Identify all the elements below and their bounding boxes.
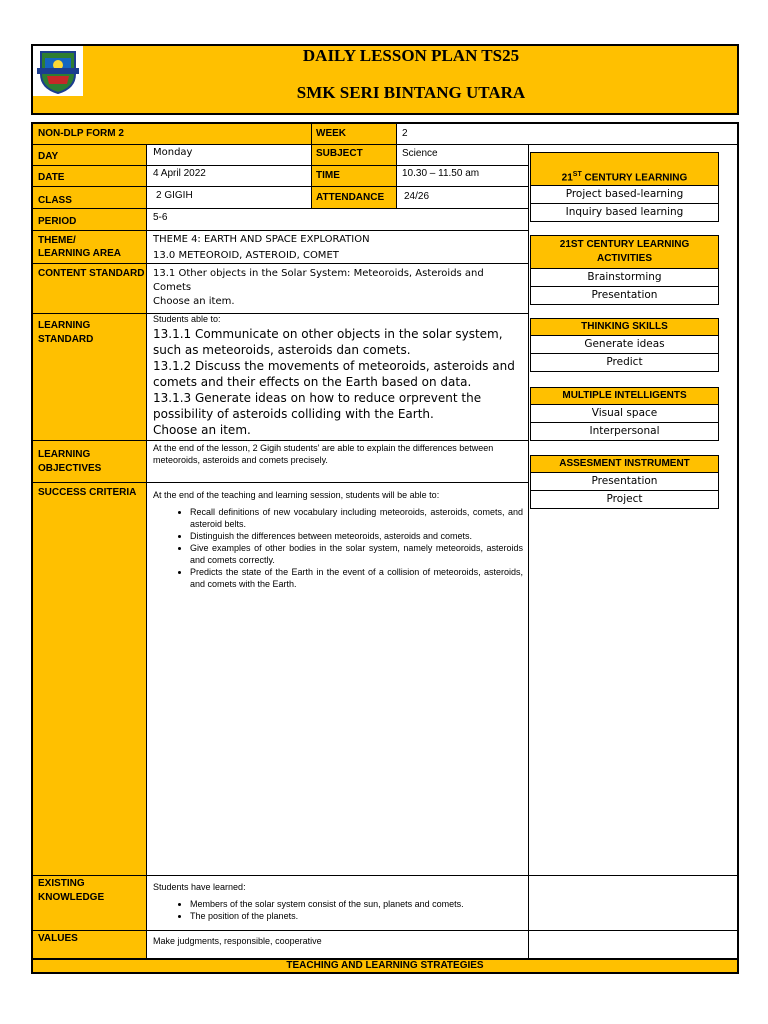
century-learning-title: 21ST CENTURY LEARNING	[531, 153, 718, 185]
date-value: 4 April 2022	[153, 168, 206, 179]
thinking-skills-box	[530, 318, 719, 372]
attendance-label: ATTENDANCE	[316, 192, 385, 203]
assessment-title: ASSESMENT INSTRUMENT	[531, 456, 718, 472]
week-label: WEEK	[316, 128, 346, 139]
century-activities-box	[530, 235, 719, 305]
period-value: 5-6	[153, 212, 168, 223]
class-value: 2 GIGIH	[156, 190, 193, 201]
multiple-intelligence-title: MULTIPLE INTELLIGENTS	[531, 388, 718, 404]
subject-label: SUBJECT	[316, 148, 363, 159]
existing-knowledge-label-line1: EXISTING	[38, 878, 85, 889]
week-value: 2	[402, 128, 408, 139]
existing-knowledge-item: • The position of the planets.	[190, 910, 523, 922]
multiple-intelligence-item: Interpersonal	[531, 422, 718, 440]
learning-standard-item: 13.1.2 Discuss the movements of meteoroids, asteroids and comets and their effects on the Earth based on data.	[153, 359, 515, 389]
thinking-skills-item: Generate ideas	[531, 335, 718, 353]
success-criteria-label: SUCCESS CRITERIA	[38, 487, 137, 498]
century-activities-title: 21ST CENTURY LEARNING ACTIVITIES	[531, 236, 718, 268]
content-standard-text: 13.1 Other objects in the Solar System: Meteoroids, Asteroids and Comets	[153, 268, 484, 293]
assessment-box	[530, 455, 719, 509]
success-criteria-list	[168, 506, 523, 590]
learning-standard-list	[153, 326, 523, 438]
theme-line2: 13.0 METEOROID, ASTEROID, COMET	[153, 250, 339, 261]
assessment-item: Project	[531, 490, 718, 508]
period-label: PERIOD	[38, 216, 77, 227]
content-standard-choose: Choose an item.	[153, 296, 235, 307]
date-label: DATE	[38, 172, 65, 183]
existing-knowledge-label-line2: KNOWLEDGE	[38, 892, 105, 903]
century-activities-item: Presentation	[531, 286, 718, 304]
theme-line1: THEME 4: EARTH AND SPACE EXPLORATION	[153, 234, 370, 245]
objectives-label-line2: OBJECTIVES	[38, 463, 102, 474]
existing-knowledge-intro: Students have learned:	[153, 882, 246, 892]
objectives-label-line1: LEARNING	[38, 449, 91, 460]
form-label: NON-DLP FORM 2	[38, 128, 124, 139]
century-learning-item: Project based-learning	[531, 185, 718, 203]
theme-label-line1: THEME/	[38, 235, 76, 246]
thinking-skills-item: Predict	[531, 353, 718, 371]
assessment-item: Presentation	[531, 472, 718, 490]
century-learning-box	[530, 152, 719, 222]
day-label: DAY	[38, 151, 59, 162]
multiple-intelligence-item: Visual space	[531, 404, 718, 422]
theme-label-line2: LEARNING AREA	[38, 248, 121, 259]
school-name: SMK SERI BINTANG UTARA	[296, 83, 526, 102]
content-standard-label: CONTENT STANDARD	[38, 268, 145, 279]
time-label: TIME	[316, 170, 340, 181]
learning-standard-label-line1: LEARNING	[38, 320, 91, 331]
learning-standard-label-line2: STANDARD	[38, 334, 94, 345]
plan-title: DAILY LESSON PLAN TS25	[302, 46, 520, 65]
subject-value: Science	[402, 148, 438, 159]
attendance-value: 24/26	[404, 191, 430, 202]
values-text: Make judgments, responsible, cooperative	[153, 936, 322, 946]
day-value: Monday	[153, 147, 193, 158]
learning-standard-choose: Choose an item.	[153, 423, 251, 437]
learning-standard-item: 13.1.1 Communicate on other objects in the solar system, such as meteoroids, asteroids dan comets.	[153, 327, 503, 357]
success-criteria-item: • Give examples of other bodies in the solar system, namely meteoroids, asteroids and comets correctly.	[190, 542, 523, 566]
time-value: 10.30 – 11.50 am	[402, 168, 480, 179]
school-logo	[33, 46, 83, 96]
success-criteria-intro: At the end of the teaching and learning session, students will be able to:	[153, 490, 440, 500]
class-label: CLASS	[38, 195, 72, 206]
success-criteria-item: • Recall definitions of new vocabulary including meteoroids, asteroids, comets, and asteroid belts.	[190, 506, 523, 530]
objectives-text: At the end of the lesson, 2 Gigih students' are able to explain the differences between meteoroids, asteroids and comets precisely.	[153, 443, 494, 465]
existing-knowledge-list	[168, 898, 523, 922]
existing-knowledge-item: • Members of the solar system consist of the sun, planets and comets.	[190, 898, 523, 910]
learning-standard-item: 13.1.3 Generate ideas on how to reduce orprevent the possibility of asteroids colliding with the Earth.	[153, 391, 482, 421]
values-label: VALUES	[38, 933, 78, 944]
learning-standard-intro: Students able to:	[153, 314, 221, 324]
thinking-skills-title: THINKING SKILLS	[531, 319, 718, 335]
teaching-strategies-bar: TEACHING AND LEARNING STRATEGIES	[31, 958, 739, 974]
century-learning-item: Inquiry based learning	[531, 203, 718, 221]
multiple-intelligence-box	[530, 387, 719, 441]
success-criteria-item: • Distinguish the differences between meteoroids, asteroids and comets.	[190, 530, 523, 542]
success-criteria-item: • Predicts the state of the Earth in the event of a collision of meteoroids, asteroids, and comets with the Earth.	[190, 566, 523, 590]
century-activities-item: Brainstorming	[531, 268, 718, 286]
